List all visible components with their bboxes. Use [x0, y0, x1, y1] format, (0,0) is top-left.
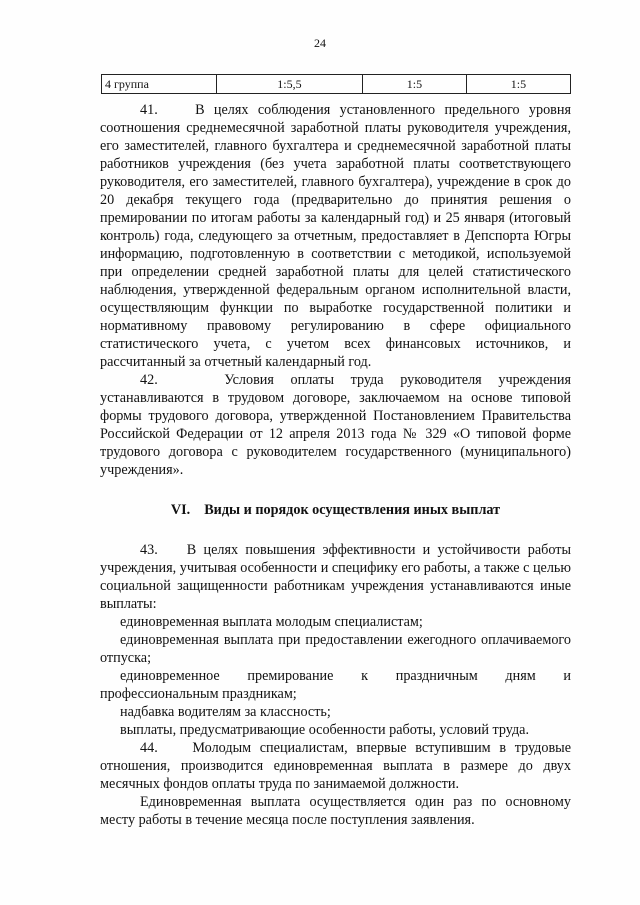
paragraph-41-number: 41.: [140, 102, 158, 118]
document-body: [100, 101, 571, 829]
paragraph-44-text: Молодым специалистам, впервые вступившим в трудовые отношения, производится единовременная выплата в размере до двух месячных фондов оплаты труда по занимаемой должности.: [100, 740, 572, 792]
paragraph-43-number: 43.: [140, 542, 158, 558]
paragraph-final: Единовременная выплата осуществляется один раз по основному месту работы в течение месяца после поступления заявления.: [100, 794, 571, 828]
table-row: [102, 75, 571, 94]
paragraph-42-number: 42.: [140, 372, 158, 388]
paragraph-42: [100, 371, 571, 479]
paragraph-42-text: Условия оплаты труда руководителя учреждения устанавливаются в трудовом договоре, заключаемом на основе типовой формы трудового договора, утвержденной Постановлением Правительства Российской Федерации от 12 апреля 2013 года № 329 «О типовой форме трудового договора с руководителем государственного (муниципального) учреждения».: [100, 372, 571, 478]
paragraph-41: [100, 101, 571, 371]
paragraph-41-text: В целях соблюдения установленного предельного уровня соотношения среднемесячной заработной платы руководителя учреждения, его заместителей, главного бухгалтера и среднемесячной заработной платы работников учреждения (без учета заработной платы соответствующего руководителя, его заместителей, главного бухгалтера), учреждение в срок до 20 декабря текущего года (предварительно до принятия решения о премировании по итогам работы за календарный год) и 25 января (итоговый контроль) года, следующего за отчетным, предоставляет в Депспорта Югры информацию, подготовленную в соответствии с методикой, используемой при определении средней заработной платы для целей статистического наблюдения, утвержденной федеральным органом исполнительной власти, осуществляющим функции по выработке государственной политики и нормативному правовому регулированию в сфере официального статистического учета, с учетом всех финансовых источников, и рассчитанный за отчетный календарный год.: [100, 102, 571, 370]
section-number: VI.: [170, 502, 191, 518]
table-cell-group: 4 группа: [102, 75, 217, 94]
list-item: единовременная выплата молодым специалистам;: [120, 614, 423, 630]
list-item: единовременная выплата при предоставлении ежегодного оплачиваемого отпуска;: [100, 632, 571, 666]
list-item: выплаты, предусматривающие особенности работы, условий труда.: [120, 722, 530, 738]
paragraph-43-text: В целях повышения эффективности и устойчивости работы учреждения, учитывая особенности и специфику его работы, а также с целью социальной защищенности работникам учреждения устанавливаются иные выплаты:: [100, 542, 572, 612]
table-cell-ratio-3: 1:5: [466, 75, 570, 94]
list-item: единовременное премирование к праздничным дням и профессиональным праздникам;: [100, 668, 571, 702]
ratio-table: [101, 74, 571, 94]
paragraph-44-number: 44.: [140, 740, 158, 756]
page-number: 24: [314, 36, 326, 50]
list-item: надбавка водителям за классность;: [120, 704, 331, 720]
table-cell-ratio-2: 1:5: [362, 75, 466, 94]
section-title: Виды и порядок осуществления иных выплат: [204, 502, 501, 518]
section-heading: [100, 501, 571, 519]
paragraph-43: [100, 541, 571, 613]
table-cell-ratio-1: 1:5,5: [217, 75, 363, 94]
paragraph-44: [100, 739, 571, 793]
